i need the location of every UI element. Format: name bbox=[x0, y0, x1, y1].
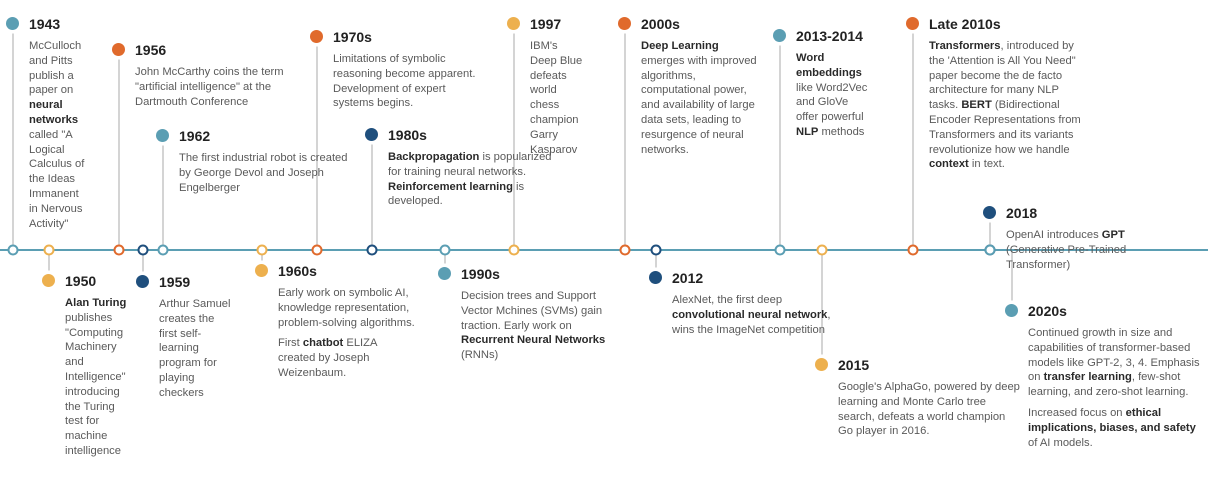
timeline-event-2000s bbox=[618, 15, 758, 163]
event-year: 1943 bbox=[29, 16, 61, 32]
event-year: 1950 bbox=[65, 273, 97, 289]
event-emphasis: Transformers bbox=[929, 40, 1001, 52]
timeline-event-2018 bbox=[983, 204, 1183, 278]
event-header bbox=[438, 265, 618, 285]
event-text: OpenAI introduces bbox=[1006, 229, 1102, 241]
event-dot-icon bbox=[906, 17, 919, 30]
event-year: 2015 bbox=[838, 357, 870, 373]
event-emphasis: Backpropagation bbox=[388, 151, 480, 163]
event-paragraph bbox=[65, 296, 130, 459]
event-emphasis: BERT bbox=[961, 99, 992, 112]
event-text: , introduced by the 'Attention is All You Need" paper become the de facto architecture for many NLP tasks. bbox=[929, 40, 1076, 112]
event-dot-icon bbox=[136, 275, 149, 288]
event-dot-icon bbox=[1005, 304, 1018, 317]
event-paragraph bbox=[29, 39, 88, 231]
event-header bbox=[136, 273, 234, 293]
event-header bbox=[815, 356, 1020, 376]
event-dot-icon bbox=[983, 206, 996, 219]
event-paragraph bbox=[672, 293, 849, 337]
event-description bbox=[796, 51, 873, 140]
event-text: (RNNs) bbox=[461, 349, 499, 362]
event-description bbox=[641, 39, 758, 157]
event-dot-icon bbox=[815, 358, 828, 371]
event-emphasis: Deep Learning bbox=[641, 40, 719, 52]
event-year: 1980s bbox=[388, 127, 427, 143]
timeline-event-1962 bbox=[156, 127, 356, 201]
event-dot-icon bbox=[156, 129, 169, 142]
event-description bbox=[278, 286, 415, 381]
event-text: , wins the ImageNet competition bbox=[672, 308, 831, 336]
event-year: 2020s bbox=[1028, 303, 1067, 319]
event-emphasis: chatbot bbox=[302, 337, 344, 350]
event-emphasis: Recurrent Neural Networks bbox=[461, 334, 606, 347]
event-header bbox=[255, 262, 415, 282]
event-year: 1959 bbox=[159, 274, 191, 290]
event-text: Decision trees and Support Vector Mchines (SVMs) gain traction. Early work on bbox=[461, 290, 603, 332]
event-text: John McCarthy coins the term "artificial intelligence" at the Dartmouth Conference bbox=[135, 66, 284, 108]
event-emphasis: context bbox=[929, 158, 969, 171]
event-text: The first industrial robot is created by George Devol and Joseph Engelberger bbox=[179, 152, 348, 194]
event-text: (Bidirectional Encoder Representations from Transformers and its variants revolutionize how we handle bbox=[929, 99, 1081, 156]
event-text: Continued growth in size and capabilities of transformer-based models like GPT-2, 3, 4. Emphasis on bbox=[1028, 327, 1200, 384]
event-dot-icon bbox=[773, 29, 786, 42]
event-header bbox=[42, 272, 130, 292]
timeline-event-1960s bbox=[255, 262, 415, 387]
event-dot-icon bbox=[310, 30, 323, 43]
event-header bbox=[6, 15, 88, 35]
event-text: emerges with improved algorithms, computational power, and availability of large data sets, leading to resurgence of neural networks. bbox=[641, 54, 757, 156]
event-paragraph bbox=[641, 39, 758, 157]
event-header bbox=[906, 15, 1088, 35]
timeline-event-1990s bbox=[438, 265, 618, 369]
event-year: 2012 bbox=[672, 270, 704, 286]
timeline-event-1956 bbox=[112, 41, 312, 115]
event-header bbox=[156, 127, 356, 147]
event-description bbox=[333, 52, 488, 111]
event-description bbox=[159, 297, 234, 401]
event-year: 2000s bbox=[641, 16, 680, 32]
event-text: methods bbox=[818, 125, 865, 138]
timeline-event-1997 bbox=[507, 15, 587, 163]
event-emphasis: convolutional neural network bbox=[672, 308, 828, 321]
event-text: IBM's Deep Blue defeats world chess champion Garry Kasparov bbox=[530, 40, 583, 156]
event-text: McCulloch and Pitts publish a paper on bbox=[29, 40, 82, 97]
event-text: is developed. bbox=[388, 180, 525, 208]
timeline-event-2012 bbox=[649, 269, 849, 343]
event-year: 1970s bbox=[333, 29, 372, 45]
event-paragraph bbox=[838, 380, 1020, 439]
event-header bbox=[507, 15, 587, 35]
timeline-event-1970s bbox=[310, 28, 488, 117]
event-description bbox=[1006, 228, 1183, 272]
event-description bbox=[29, 39, 88, 231]
event-emphasis: Word embeddings bbox=[796, 52, 862, 79]
event-text: of AI models. bbox=[1028, 436, 1093, 449]
event-description bbox=[929, 39, 1088, 172]
event-header bbox=[310, 28, 488, 48]
event-description bbox=[65, 296, 130, 459]
timeline-event-1959 bbox=[136, 273, 234, 407]
event-header bbox=[649, 269, 849, 289]
event-paragraph bbox=[278, 336, 415, 380]
event-paragraph bbox=[1028, 406, 1205, 450]
timeline-event-1950 bbox=[42, 272, 130, 465]
event-paragraph bbox=[278, 286, 415, 330]
event-emphasis: neural networks bbox=[29, 99, 79, 126]
event-description bbox=[672, 293, 849, 337]
timeline-event-2020s bbox=[1005, 302, 1205, 456]
event-emphasis: NLP bbox=[796, 125, 819, 138]
event-paragraph bbox=[1028, 326, 1205, 400]
event-paragraph bbox=[461, 289, 618, 363]
event-dot-icon bbox=[618, 17, 631, 30]
event-header bbox=[1005, 302, 1205, 322]
event-emphasis: transfer learning bbox=[1043, 371, 1132, 384]
event-emphasis: Reinforcement learning bbox=[388, 180, 513, 193]
event-dot-icon bbox=[42, 274, 55, 287]
event-text: is popularized for training neural networks. bbox=[388, 151, 552, 178]
event-text: in text. bbox=[968, 158, 1005, 171]
event-text: like Word2Vec and GloVe offer powerful bbox=[796, 81, 868, 124]
event-emphasis: ethical implications, biases, and safety bbox=[1028, 406, 1196, 434]
event-paragraph bbox=[929, 39, 1088, 172]
event-dot-icon bbox=[507, 17, 520, 30]
event-paragraph bbox=[796, 51, 873, 140]
event-header bbox=[773, 27, 873, 47]
event-header bbox=[983, 204, 1183, 224]
event-text: Google's AlphaGo, powered by deep learning and Monte Carlo tree search, defeats a world champion Go player in 2016. bbox=[838, 381, 1020, 438]
event-text: (Generative Pre-Trained Transformer) bbox=[1006, 243, 1127, 271]
event-text: Early work on symbolic AI, knowledge representation, problem-solving algorithms. bbox=[278, 287, 415, 329]
timeline-event-late-2010s bbox=[906, 15, 1088, 178]
event-year: Late 2010s bbox=[929, 16, 1001, 32]
event-year: 1960s bbox=[278, 263, 317, 279]
event-paragraph bbox=[1006, 228, 1183, 272]
event-dot-icon bbox=[365, 128, 378, 141]
event-text: First bbox=[278, 337, 303, 350]
event-dot-icon bbox=[6, 17, 19, 30]
event-description bbox=[461, 289, 618, 363]
event-year: 2018 bbox=[1006, 205, 1038, 221]
event-text: Limitations of symbolic reasoning become apparent. Development of expert systems begins. bbox=[333, 53, 476, 110]
event-text: , few-shot learning, and zero-shot learning. bbox=[1028, 371, 1189, 399]
event-header bbox=[112, 41, 312, 61]
event-description bbox=[179, 151, 356, 195]
event-header bbox=[618, 15, 758, 35]
event-description bbox=[530, 39, 587, 157]
event-dot-icon bbox=[649, 271, 662, 284]
event-text: publishes "Computing Machinery and Intelligence" introducing the Turing test for machine intelligence bbox=[65, 311, 126, 457]
timeline-event-2015 bbox=[815, 356, 1020, 445]
event-year: 2013-2014 bbox=[796, 28, 863, 44]
event-dot-icon bbox=[438, 267, 451, 280]
event-paragraph bbox=[179, 151, 356, 195]
event-paragraph bbox=[530, 39, 587, 157]
event-description bbox=[838, 380, 1020, 439]
event-paragraph bbox=[135, 65, 312, 109]
event-dot-icon bbox=[112, 43, 125, 56]
event-text: Increased focus on bbox=[1028, 406, 1126, 419]
event-text: ELIZA created by Joseph Weizenbaum. bbox=[278, 337, 377, 379]
event-emphasis: GPT bbox=[1101, 229, 1125, 241]
event-description bbox=[1028, 326, 1205, 450]
event-emphasis: Alan Turing bbox=[65, 297, 127, 309]
event-text: AlexNet, the first deep bbox=[672, 294, 783, 306]
timeline-event-1943 bbox=[6, 15, 88, 237]
event-year: 1990s bbox=[461, 266, 500, 282]
timeline-event-2013-2014 bbox=[773, 27, 873, 146]
event-year: 1962 bbox=[179, 128, 211, 144]
event-description bbox=[135, 65, 312, 109]
event-paragraph bbox=[159, 297, 234, 401]
event-dot-icon bbox=[255, 264, 268, 277]
event-paragraph bbox=[333, 52, 488, 111]
event-text: called "A Logical Calculus of the Ideas Immanent in Nervous Activity" bbox=[29, 128, 85, 230]
event-year: 1956 bbox=[135, 42, 167, 58]
event-text: Arthur Samuel creates the first self-learning program for playing checkers bbox=[159, 298, 231, 399]
event-year: 1997 bbox=[530, 16, 562, 32]
